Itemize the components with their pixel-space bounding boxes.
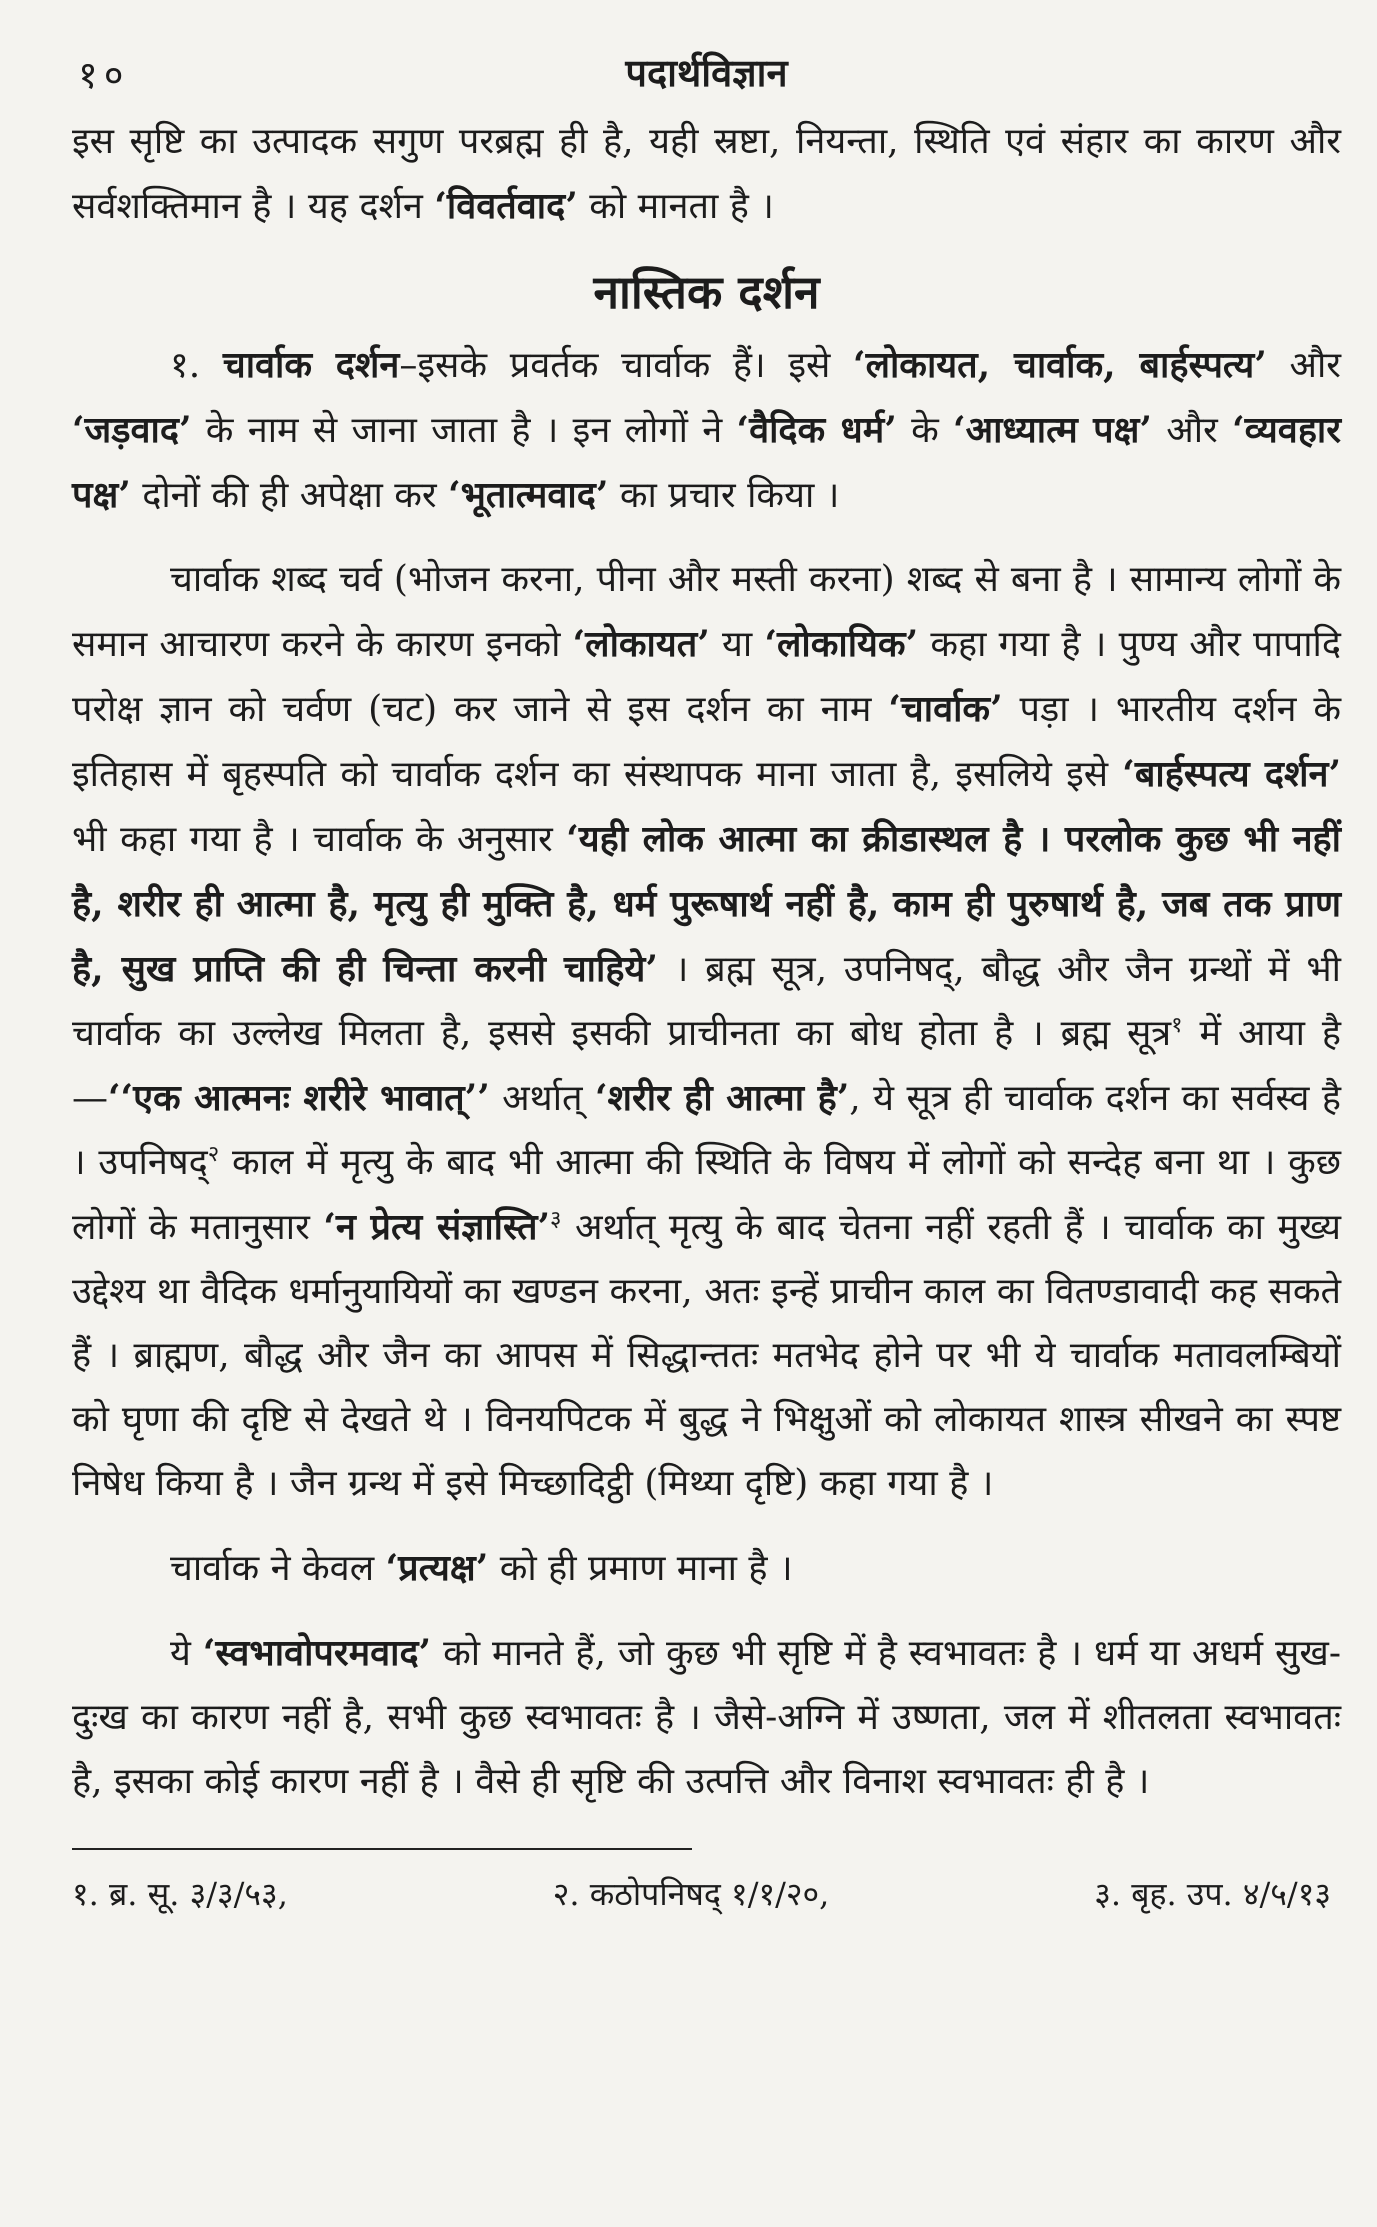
bold-quote: ‘‘एक आत्मनः शरीरे भावात्’’ <box>108 1077 490 1119</box>
text-run: और <box>1266 345 1341 386</box>
text-run: दोनों की ही अपेक्षा कर <box>130 475 449 516</box>
bold-term: ‘लोकायत, चार्वाक, बार्हस्पत्य’ <box>853 344 1267 386</box>
text-run: पड़ा । भारतीय दर्शन के इतिहास में बृहस्पति को चार्वाक दर्शन का संस्थापक माना जाता है, इसलिये इसे <box>72 689 1341 795</box>
bold-term: ‘विवर्तवाद’ <box>434 185 578 227</box>
bold-term: ‘प्रत्यक्ष’ <box>385 1547 489 1589</box>
bold-term: ‘भूतात्मवाद’ <box>448 474 609 516</box>
text-run: कहा गया है । पुण्य और पापादि परोक्ष ज्ञान को चर्वण (चट) कर जाने से इस दर्शन का नाम <box>72 624 1342 730</box>
text-run: के नाम से जाना जाता है । इन लोगों ने <box>191 410 737 451</box>
bold-quote: ‘यही लोक आत्मा का क्रीडास्थल है । परलोक कुछ भी नहीं है, शरीर ही आत्मा है, मृत्यु ही मुक्ति है, धर्म पुरूषार्थ नहीं है, काम ही पुरुषार्थ है, जब तक प्राण है, सुख प्राप्ति की ही चिन्ता करनी चाहिये’ <box>72 818 1341 990</box>
text-run: और <box>1151 410 1233 451</box>
paragraph-svabhava <box>72 1621 1341 1814</box>
bold-term: ‘लोकायिक’ <box>764 623 919 665</box>
text-run: को ही प्रमाण माना है । <box>488 1548 793 1589</box>
text-run: इस सृष्टि का उत्पादक सगुण परब्रह्म ही है, यही स्रष्टा, नियन्ता, स्थिति एवं संहार का कारण और सर्वशक्तिमान है । यह दर्शन <box>72 121 1341 227</box>
bold-term: ‘लोकायत’ <box>572 623 710 665</box>
text-run: अर्थात् मृत्यु के बाद चेतना नहीं रहती हैं । चार्वाक का मुख्य उद्देश्य था वैदिक धर्मानुयायियों का खण्डन करना, अतः इन्हें प्राचीन काल का वितण्डावादी कह सकते हैं । ब्राह्मण, बौद्ध और जैन का आपस में सिद्धान्ततः मतभेद होने पर भी ये चार्वाक मतावलम्बियों को घृणा की दृष्टि से देखते थे । विनयपिटक में बुद्ध ने भिक्षुओं को लोकायत शास्त्र सीखने का स्पष्ट निषेध किया है । जैन ग्रन्थ में इसे मिच्छादिट्ठी (मिथ्या दृष्टि) कहा गया है । <box>72 1207 1341 1504</box>
bold-term: ‘आध्यात्म पक्ष’ <box>953 409 1152 451</box>
page-number: १० <box>78 53 130 97</box>
footnotes <box>72 1866 1341 1922</box>
text-run: या <box>709 624 765 665</box>
bold-term: ‘व्यवहार पक्ष’ <box>72 409 1341 516</box>
text-run: , ये सूत्र ही चार्वाक दर्शन का सर्वस्व है । उपनिषद् <box>72 1078 1341 1183</box>
text-run: के <box>896 410 954 451</box>
bold-term: ‘न प्रेत्य संज्ञास्ति’ <box>323 1206 551 1248</box>
item-title: चार्वाक दर्शन <box>222 344 400 386</box>
bold-term: ‘शरीर ही आत्मा है’ <box>594 1077 850 1119</box>
running-title: पदार्थविज्ञान <box>625 50 788 95</box>
footnote-ref: १ <box>1171 1013 1183 1038</box>
bold-term: ‘वैदिक धर्म’ <box>736 409 897 451</box>
footnote-ref: २ <box>207 1142 220 1167</box>
footnote-1: १. ब्र. सू. ३/३/५३, <box>72 1875 288 1913</box>
bold-term: ‘बार्हस्पत्य दर्शन’ <box>1122 753 1341 795</box>
text-run: । ब्रह्म सूत्र, उपनिषद्, बौद्ध और जैन ग्रन्थों में भी चार्वाक का उल्लेख मिलता है, इससे इसकी प्राचीनता का बोध होता है । ब्रह्म सूत्र <box>72 949 1341 1054</box>
text-run: को मानता है । <box>577 186 774 227</box>
item-number: १. <box>170 345 223 386</box>
bold-term: ‘जड़वाद’ <box>72 409 192 451</box>
text-run: में आया है— <box>72 1013 1341 1119</box>
text-run: चार्वाक शब्द चर्व (भोजन करना, पीना और मस्ती करना) शब्द से बना है । सामान्य लोगों के समान आचारण करने के कारण इनको <box>72 559 1341 665</box>
text-run: का प्रचार किया । <box>608 475 840 516</box>
paragraph-pramana <box>72 1536 1341 1601</box>
footnote-2: २. कठोपनिषद् १/१/२०, <box>552 1875 830 1913</box>
intro-paragraph <box>72 110 1341 239</box>
text-run: काल में मृत्यु के बाद भी आत्मा की स्थिति के विषय में लोगों को सन्देह बना था । कुछ लोगों के मतानुसार <box>72 1142 1341 1248</box>
bold-term: ‘चार्वाक’ <box>888 688 1003 730</box>
section-heading: नास्तिक दर्शन <box>593 265 820 319</box>
text-run: ये <box>170 1633 203 1674</box>
text-run: चार्वाक ने केवल <box>170 1548 386 1589</box>
text-run: भी कहा गया है । चार्वाक के अनुसार <box>72 819 567 860</box>
paragraph-charvaka-meaning <box>72 548 1341 1516</box>
text-run: –इसके प्रवर्तक चार्वाक हैं। इसे <box>399 345 854 386</box>
footnote-3: ३. बृह. उप. ४/५/१३ <box>1094 1875 1331 1913</box>
footnote-divider <box>72 1848 692 1850</box>
page-header <box>72 40 1341 110</box>
text-run: को मानते हैं, जो कुछ भी सृष्टि में है स्वभावतः है । धर्म या अधर्म सुख-दुःख का कारण नहीं है, सभी कुछ स्वभावतः है । जैसे-अग्नि में उष्णता, जल में शीतलता स्वभावतः है, इसका कोई कारण नहीं है । वैसे ही सृष्टि की उत्पत्ति और विनाश स्वभावतः ही है । <box>72 1633 1341 1802</box>
bold-term: ‘स्वभावोपरमवाद’ <box>202 1632 432 1674</box>
text-run: अर्थात् <box>489 1078 595 1119</box>
footnote-ref: ३ <box>550 1207 562 1232</box>
paragraph-charvaka-intro <box>72 333 1341 528</box>
